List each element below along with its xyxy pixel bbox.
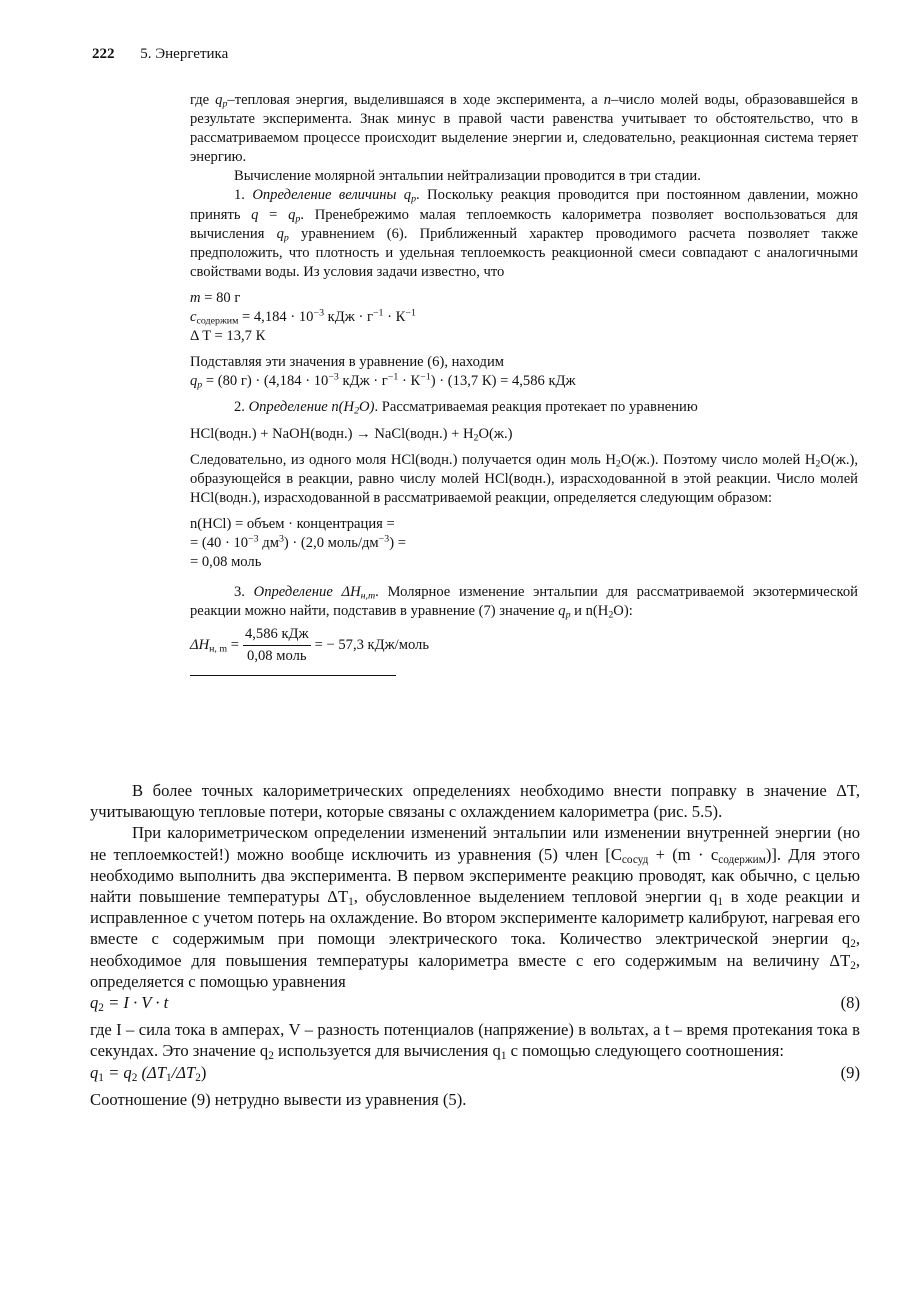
moles-line-2: = ($40 \cdot 10^{-3}$ $дм^3) \cdot (2,0$ моль/$дм^{-3}$) = xyxy=(190,533,406,551)
moles-line-1: n(HCl) = объем · концентрация = xyxy=(190,515,395,532)
example-paragraph-1: где $q_p$–тепловая энергия, выделившаяся в ходе эксперимента, а n–число молей воды, образовавшейся в результате эксперимента. Знак минус в правой части равенства учитывает то обстоятельство, что в рассматриваемом процессе происходит выделение энергии и, следовательно, реакционная система теряет энергию. xyxy=(190,92,858,166)
example-paragraph-2: Вычисление молярной энтальпии нейтрализации проводится в три стадии. xyxy=(234,168,701,185)
equation-9: $q_1 = q_2$ $(\Delta T_1/\Delta T_2)$ (9) xyxy=(90,1062,860,1084)
example-end-rule xyxy=(190,675,396,676)
step-2: 2. Определение $n(H_2O)$. Рассматриваемая реакция протекает по уравнению xyxy=(234,399,698,417)
step-1: 1. Определение величины $q_p$. Поскольку реакция проводится при постоянном давлении, можно принять $q = q_p$. Пренебрежимо малая теплоемкость калориметра позволяет воспользоваться для вычисления $q_p$ уравнением (6). Приближенный характер проводимого расчета позволяет также предположить, что плотность и удельная теплоемкость реакционной смеси совпадают с аналогичными свойствами воды. Из условия задачи известно, что xyxy=(190,187,859,280)
equation-8: $q_2 = I \cdot V \cdot t$ (8) xyxy=(90,993,860,1014)
main-text xyxy=(90,780,860,1110)
page-header xyxy=(92,46,228,63)
equation-8-number: (8) xyxy=(840,993,860,1013)
main-paragraph-3: где I – сила тока в амперах, V – разность потенциалов (напряжение) в вольтах, а t – время протекания тока в секундах. Это значение $q_2$ используется для вычисления $q_1$ с помощью следующего соотношения: xyxy=(90,1020,860,1063)
enthalpy-fraction: $\frac{\text{4,586 кДж}}{\text{0,08 моль}}$ xyxy=(244,626,309,665)
moles-line-3: = 0,08 моль xyxy=(190,554,262,571)
mass-line: m = 80 г xyxy=(190,289,241,306)
heat-capacity-line: $c_{содержим} = 4,184 \cdot 10^{-3}$ кДж · $г^{-1} \cdot К^{-1}$ xyxy=(190,307,416,327)
main-paragraph-1: В более точных калориметрических определениях необходимо внести поправку в значение ΔT, учитывающую тепловые потери, которые связаны с охлаждением калориметра (рис. 5.5). xyxy=(90,781,860,822)
equation-9-number: (9) xyxy=(840,1062,860,1082)
substitution-text: Подставляя эти значения в уравнение (6), находим xyxy=(190,354,504,371)
enthalpy-equation: $\Delta H_{н, m}$ = $\frac{\text{4,586 кДж}}{\text{0,08 моль}}$ = − 57,3 кДж/моль xyxy=(190,625,858,666)
delta-t-line: Δ T = 13,7 К xyxy=(190,328,266,345)
reaction-equation: HCl(водн.) + NaOH(водн.) → NaCl(водн.) + $H_2O(ж.)$ xyxy=(190,425,513,443)
qp-result-line: $q_p = (80$ $г) \cdot (4,184 \cdot 10^{-3}$ кДж · $г^{-1} \cdot К^{-1}) \cdot (13,7$ К) = 4,586 кДж xyxy=(190,371,576,391)
chapter-title: 5. Энергетика xyxy=(140,46,229,62)
step-2-paragraph: Следовательно, из одного моля HCl(водн.) получается один моль $H_2O(ж.)$. Поэтому число молей $H_2O(ж.)$, образующейся в реакции, равно числу молей HCl(водн.), израсходованной в этой реакции. Число молей HCl(водн.), израсходованной в рассматриваемой реакции, определяется следующим образом: xyxy=(190,451,858,506)
main-paragraph-4: Соотношение (9) нетрудно вывести из уравнения (5). xyxy=(90,1089,467,1109)
step-3: 3. Определение $\Delta H_{н,m}$. Молярное изменение энтальпии для рассматриваемой экзотермической реакции можно найти, подставив в уравнение (7) значение $q_p$ и $n(H_2O)$: xyxy=(190,584,858,621)
worked-example xyxy=(190,91,858,676)
main-paragraph-2: При калориметрическом определении изменений энтальпии или изменении внутренней энергии (но не теплоемкостей!) можно вообще исключить из уравнения (5) член $[C_{сосуд} + (m \cdot c_{содержим})]$. Для этого необходимо выполнить два эксперимента. В первом эксперименте реакцию проводят, как обычно, с целью найти повышение температуры $\Delta T_1$, обусловленное выделением тепловой энергии $q_1$ в ходе реакции и исправленное с учетом потерь на охлаждение. Во втором эксперименте калориметр калибруют, нагревая его вместе с содержимым при помощи электрического тока. Количество электрической энергии $q_2$, необходимое для повышения температуры калориметра вместе с его содержимым на величину $\Delta T_2$, определяется с помощью уравнения xyxy=(90,823,860,991)
page-number: 222 xyxy=(92,46,115,62)
